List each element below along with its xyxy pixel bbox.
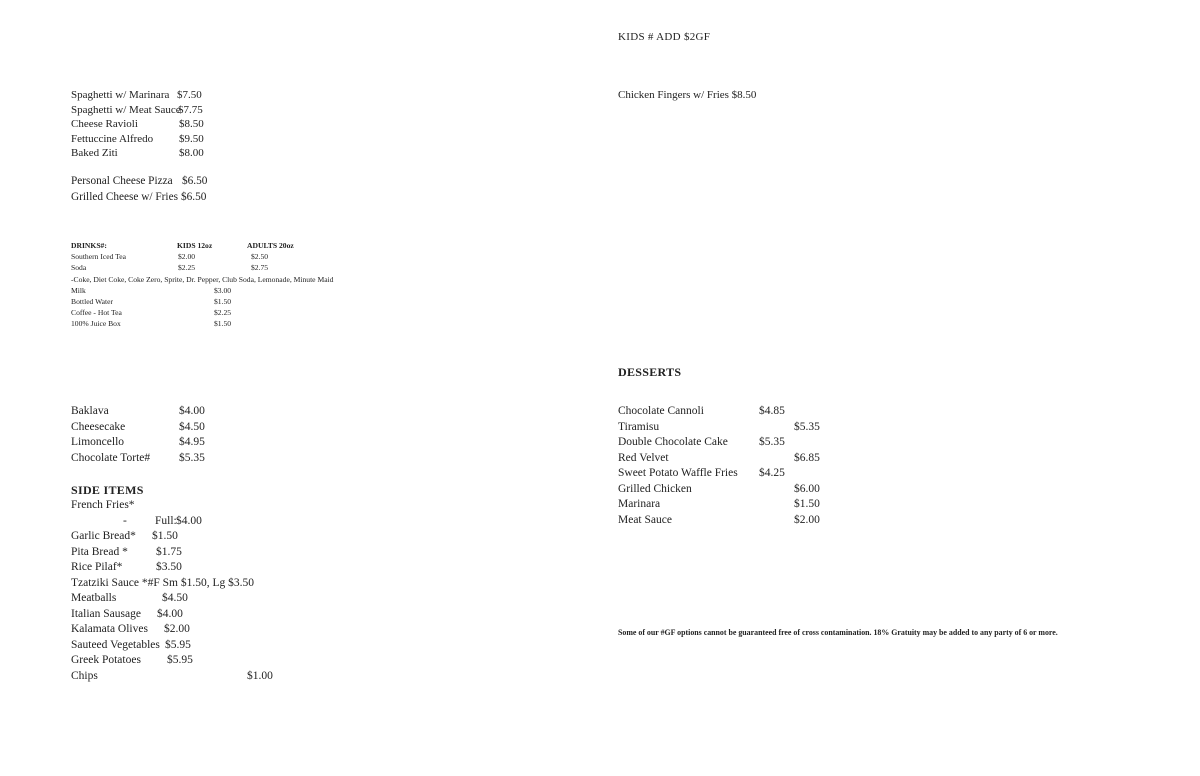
item-name: Marinara [618,498,661,510]
item-name: Double Chocolate Cake [618,436,728,448]
item-price: $7.50 [177,89,202,101]
item-price: $7.75 [178,103,203,116]
desserts-list [618,404,878,528]
list-item [71,451,271,467]
item-name: Cheesecake [71,420,126,433]
item-price: $4.50 [179,420,205,433]
item-price: $1.75 [156,545,182,558]
list-item [618,451,878,467]
side-items-header: SIDE ITEMS [71,483,144,497]
item-name: Baklava [71,405,109,417]
adults-price: $2.75 [251,263,269,273]
item-name: Soda [71,263,87,273]
list-item [71,174,271,190]
item-name: Tzatziki Sauce *#F Sm $1.50, Lg $3.50 [71,576,255,589]
list-item [71,132,271,147]
item-name: Coffee - Hot Tea [71,308,122,318]
item-price: $6.85 [794,451,820,464]
item-name: Greek Potatoes [71,654,141,666]
item-price: $1.50 [152,530,178,542]
item-price: $5.35 [179,451,205,464]
item-price: $6.00 [794,482,820,495]
item-price: $8.50 [179,118,204,130]
list-item [71,251,361,262]
item-name: Fettuccine Alfredo [71,132,154,145]
list-item [71,318,361,329]
item-name: Meat Sauce [618,513,672,526]
list-item [71,103,271,118]
soda-note: -Coke, Diet Coke, Coke Zero, Sprite, Dr. Pepper, Club Soda, Lemonade, Minute Maid [71,274,334,284]
drinks-header-row [71,240,361,251]
list-item [71,607,331,623]
list-item [71,545,331,561]
kids-chicken-fingers: Chicken Fingers w/ Fries $8.50 [618,89,757,101]
item-price: $3.50 [156,561,182,573]
list-item [618,513,878,529]
item-name: 100% Juice Box [71,319,121,329]
drinks-section [71,240,361,330]
item-price: $2.00 [164,623,190,635]
item-price: $6.50 [181,190,207,203]
list-item [618,404,878,420]
item-price: $1.00 [247,669,273,682]
item-price: $1.50 [214,319,232,329]
item-price: $5.35 [759,436,785,448]
item-name: Spaghetti w/ Marinara [71,89,170,101]
item-name: Chips [71,669,98,682]
item-name: Personal Cheese Pizza [71,175,173,187]
item-price: $4.50 [162,592,188,604]
item-price: $4.85 [759,405,785,417]
item-price: $3.00 [214,285,232,295]
list-item [618,435,878,451]
list-item [71,117,271,132]
list-item [71,591,331,607]
item-name: Bottled Water [71,296,114,306]
list-item [71,262,361,273]
item-name: Kalamata Olives [71,623,148,635]
list-item [71,404,271,420]
item-price: $5.95 [167,654,193,666]
side-items-list [71,498,331,684]
list-item [71,285,361,296]
item-name: French Fries* [71,499,135,511]
list-item [71,88,271,103]
item-name: Garlic Bread* [71,530,136,542]
list-item [618,482,878,498]
list-item [71,146,271,161]
item-name: Sauteed Vegetables [71,638,160,651]
adults-price: $2.50 [251,252,269,262]
item-price: $2.00 [794,513,820,526]
kids-price: $2.25 [178,263,196,273]
item-price: $5.35 [794,420,820,433]
drinks-header: DRINKS#: [71,241,107,250]
item-name: Cheese Ravioli [71,118,138,130]
list-item [71,638,331,654]
item-name: Pita Bread * [71,545,128,558]
item-name: Meatballs [71,592,117,604]
item-name: Southern Iced Tea [71,252,126,262]
item-price: $1.50 [214,296,232,306]
full-label: Full: [155,514,177,527]
list-item [618,466,878,482]
kids-header: KIDS # ADD $2GF [618,31,711,43]
item-price: $4.00 [157,607,183,620]
list-item [71,296,361,307]
list-item [71,653,331,669]
list-item [71,435,271,451]
left-dessert-list [71,404,271,466]
item-price: $8.00 [179,147,204,159]
item-name: Italian Sausage [71,607,141,620]
list-item [71,514,331,530]
list-item [71,420,271,436]
item-name: Milk [71,285,86,295]
item-name: Grilled Chicken [618,482,692,495]
drinks-col-kids: KIDS 12oz [177,241,213,250]
item-name: Spaghetti w/ Meat Sauce [71,103,181,116]
kids-extra-list [71,174,271,205]
kids-price: $2.00 [178,252,196,262]
item-price: $6.50 [182,175,208,187]
item-name: Tiramisu [618,420,660,433]
pasta-list [71,88,271,161]
item-price: $2.25 [214,308,232,318]
item-name: Chocolate Cannoli [618,405,704,417]
item-name: Limoncello [71,436,125,448]
list-item [71,529,331,545]
item-price: $4.00 [176,514,202,527]
item-price: $4.25 [759,467,785,479]
list-item [71,560,331,576]
item-price: $1.50 [794,498,820,510]
item-name: Chocolate Torte# [71,451,151,464]
list-item [71,576,331,592]
item-name: Sweet Potato Waffle Fries [618,467,738,479]
item-price: $9.50 [179,132,204,145]
item-price: $5.95 [165,638,191,651]
full-dash: - [123,514,127,527]
list-item [71,190,271,206]
item-name: Rice Pilaf* [71,561,123,573]
list-item [71,622,331,638]
list-item [71,669,331,685]
item-name: Grilled Cheese w/ Fries [71,190,178,203]
item-price: $4.00 [179,405,205,417]
footer-note: Some of our #GF options cannot be guaranteed free of cross contamination. 18% Gratuity may be added to any party of 6 or more. [618,628,1058,637]
drinks-col-adults: ADULTS 20oz [247,241,294,250]
list-item [71,307,361,318]
list-item [71,498,331,514]
list-item [618,420,878,436]
item-name: Baked Ziti [71,147,118,159]
item-name: Red Velvet [618,451,669,464]
desserts-header: DESSERTS [618,365,682,379]
list-item [618,497,878,513]
item-price: $4.95 [179,436,205,448]
